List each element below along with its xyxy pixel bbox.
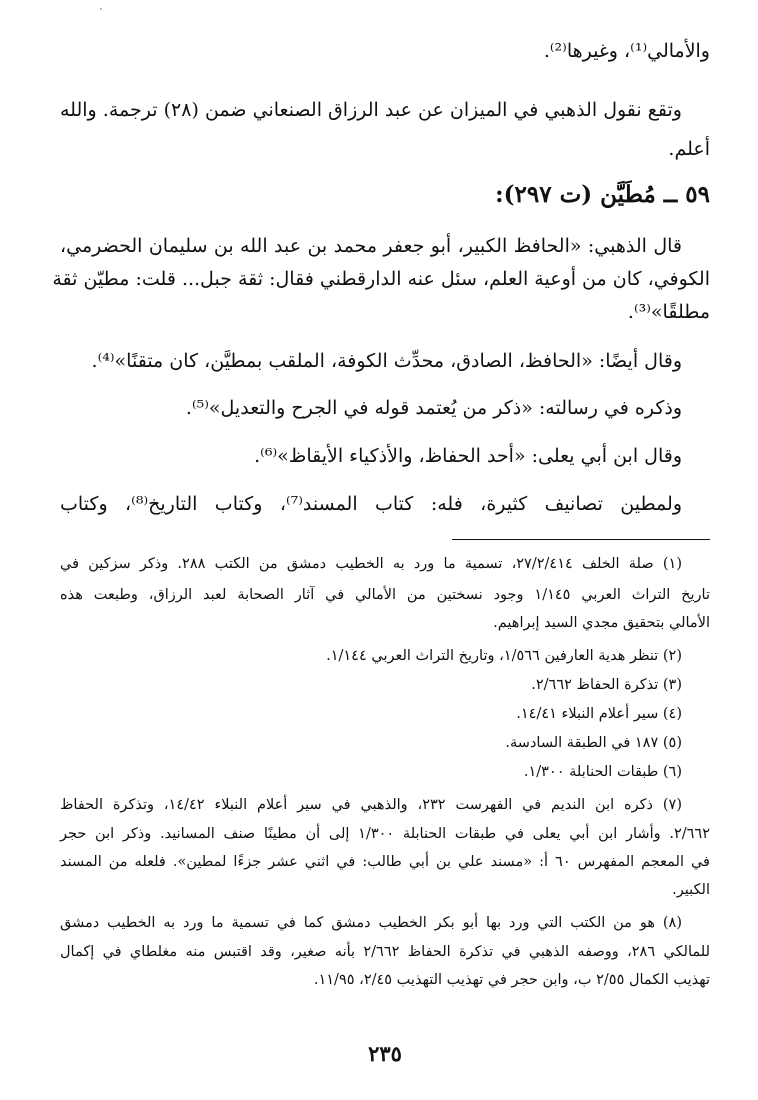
footnote-separator (452, 539, 710, 540)
footnote-line: (١) صلة الخلف ٢٧/٢/٤١٤، تسمية ما ورد به الخطيب دمشق من الكتب ٢٨٨. وذكر سزكين في (60, 556, 682, 572)
footnote-line: الأمالي بتحقيق مجدي السيد إبراهيم. (493, 615, 710, 631)
footnote-line: الكبير. (672, 882, 710, 898)
footnote-line: (٣) تذكرة الحفاظ ٢/٦٦٢. (531, 677, 682, 693)
page-number: ٢٣٥ (368, 1041, 402, 1066)
footnote-line: (٥) ١٨٧ في الطبقة السادسة. (505, 735, 682, 751)
footnote-line: تاريخ التراث العربي ١/١٤٥ وجود نسختين من الأمالي في آثار الصحابة لعبد الرزاق، وطبعت هذه (60, 587, 711, 603)
footnote-line: ٢/٦٦٢. وأشار ابن أبي يعلى في طبقات الحنابلة ١/٣٠٠ إلى أن مطينًا صنف المسانيد. وذكر ابن حجر (60, 826, 710, 842)
footnote-line: تهذيب الكمال ٢/٥٥ ب، وابن حجر في تهذيب التهذيب ٢/٤٥، ١١/٩٥. (313, 972, 710, 988)
book-page (52, 0, 711, 1100)
body-line: وقال أيضًا: «الحافظ، الصادق، محدِّث الكوفة، الملقب بمطيَّن، كان متقنًا»⁽⁴⁾. (91, 350, 682, 372)
body-line: ولمطين تصانيف كثيرة، فله: كتاب المسند⁽⁷⁾، وكتاب التاريخ⁽⁸⁾، وكتاب (60, 493, 683, 515)
footnote-line: للمالكي ٢٨٦، ووصفه الذهبي في تذكرة الحفاظ ٢/٦٦٢ بأنه صغير، وقد اقتبس منه مغلطاي في إكمال (60, 944, 710, 960)
body-line: قال الذهبي: «الحافظ الكبير، أبو جعفر محمد بن عبد الله بن سليمان الحضرمي، (60, 235, 682, 257)
body-line: وتقع نقول الذهبي في الميزان عن عبد الرزاق الصنعاني ضمن (٢٨) ترجمة. والله (60, 99, 682, 121)
body-line: أعلم. (668, 138, 710, 160)
footnote-line: (٦) طبقات الحنابلة ١/٣٠٠. (523, 764, 682, 780)
scan-mark (100, 8, 102, 10)
footnote-line: (٨) هو من الكتب التي ورد بها أبو بكر الخطيب دمشق كما في تسمية ما ورد به الخطيب دمشق (60, 915, 682, 931)
footnote-line: في المعجم المفهرس ٦٠ أ: «مسند علي بن أبي طالب: في اثني عشر جزءًا لمطين». فلعله من المسند (60, 854, 710, 870)
footnote-line: (٧) ذكره ابن النديم في الفهرست ٢٣٢، والذهبي في سير أعلام النبلاء ١٤/٤٢، وتذكرة الحفاظ (60, 797, 682, 813)
body-line: وقال ابن أبي يعلى: «أحد الحفاظ، والأذكياء الأيقاظ»⁽⁶⁾. (254, 445, 682, 467)
body-line: والأمالي⁽¹⁾، وغيرها⁽²⁾. (543, 40, 710, 62)
body-line: وذكره في رسالته: «ذكر من يُعتمد قوله في الجرح والتعديل»⁽⁵⁾. (185, 397, 682, 419)
footnote-line: (٤) سير أعلام النبلاء ١٤/٤١. (516, 706, 682, 722)
footnote-line: (٢) تنظر هدية العارفين ١/٥٦٦، وتاريخ التراث العربي ١/١٤٤. (326, 648, 682, 664)
body-line: مطلقًا»⁽³⁾. (627, 301, 710, 323)
entry-heading: ٥٩ ــ مُطَيَّن (ت ٢٩٧): (495, 181, 710, 208)
body-line: الكوفي، كان من أوعية العلم، سئل عنه الدارقطني فقال: ثقة جبل... قلت: مطيّن ثقة (52, 268, 710, 290)
